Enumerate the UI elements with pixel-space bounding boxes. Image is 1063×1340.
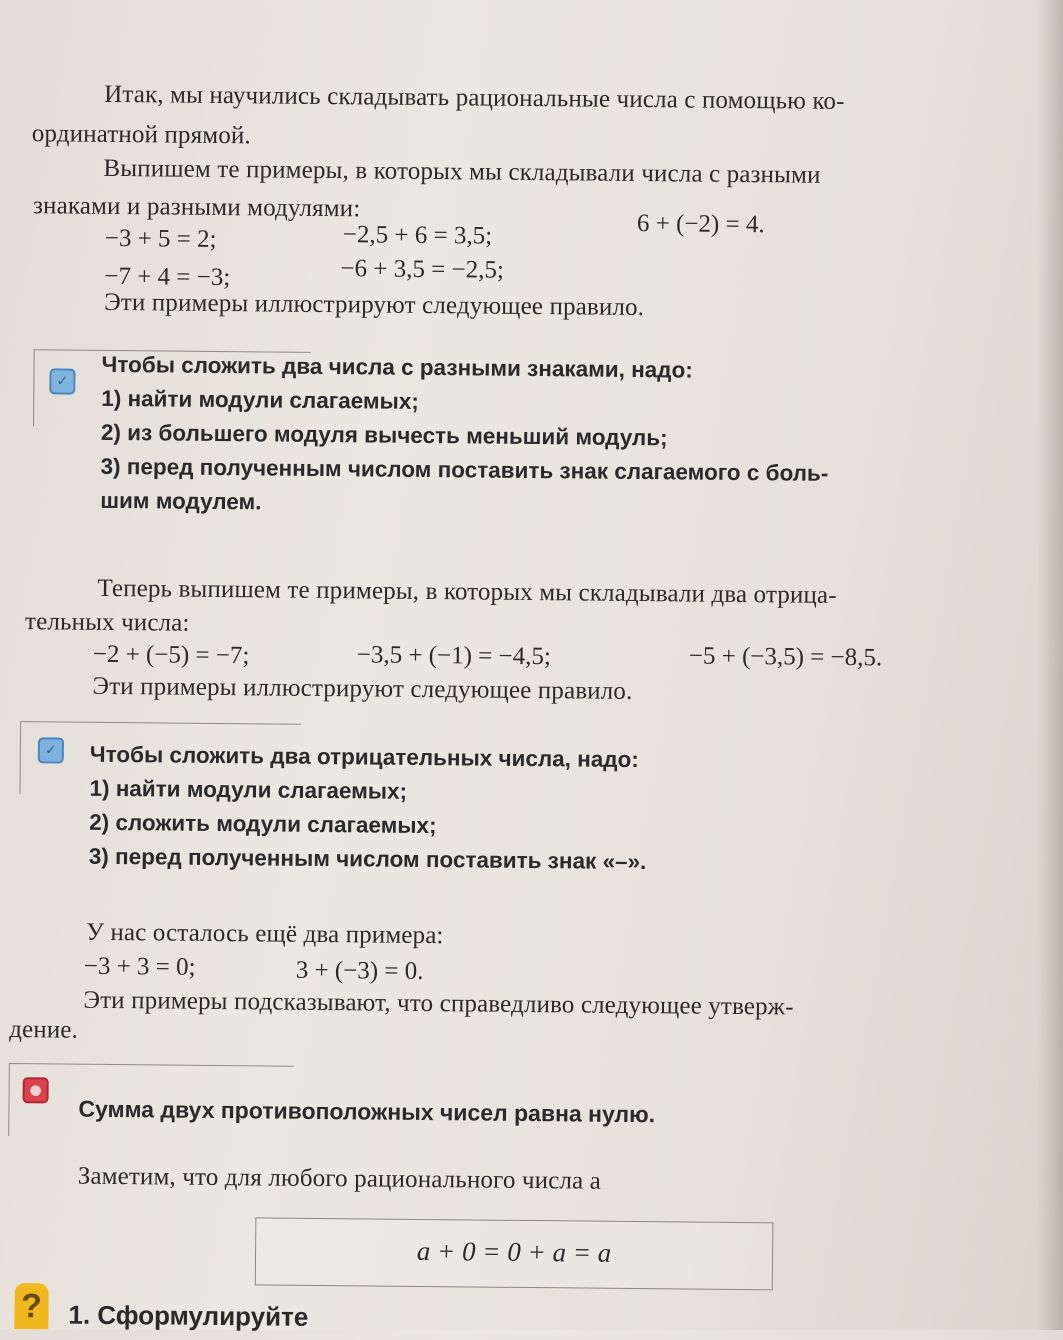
formula: a + 0 = 0 + a = a	[416, 1235, 612, 1268]
example-diff-5: −6 + 3,5 = −2,5;	[340, 255, 504, 284]
formula-box	[255, 1217, 774, 1290]
rule-1-step-3a: 3) перед полученным числом поставить знак слагаемого с боль-	[100, 453, 829, 486]
checkbox-icon: ✓	[49, 368, 75, 394]
key-icon: ●	[22, 1077, 48, 1103]
intro-line-2: ординатной прямой.	[31, 120, 251, 150]
question-1-text: 1. Сформулируйте	[68, 1299, 309, 1332]
rule-2-step-2: 2) сложить модули слагаемых;	[89, 809, 437, 839]
illustrate-text-1: Эти примеры иллюстрируют следующее правило.	[104, 288, 645, 322]
rule-2-block	[89, 738, 648, 879]
example-diff-1: −3 + 5 = 2;	[104, 224, 217, 253]
neg-line-1: Теперь выпишем те примеры, в которых мы складывали два отрица-	[97, 574, 837, 609]
illustrate-text-2: Эти примеры иллюстрируют следующее правило.	[92, 672, 633, 705]
remaining-line-2: Эти примеры подсказывают, что справедливо следующее утверж-	[83, 986, 794, 1021]
example-diff-2: −2,5 + 6 = 3,5;	[342, 221, 493, 250]
rule-2-title: Чтобы сложить два отрицательных числа, надо:	[89, 741, 639, 773]
rule-1-title: Чтобы сложить два числа с разными знаками, надо:	[101, 351, 693, 383]
rule-2-step-3: 3) перед полученным числом поставить знак «–».	[88, 843, 647, 875]
note-text: Заметим, что для любого рационального числа a	[77, 1162, 602, 1195]
example-neg-2: −3,5 + (−1) = −4,5;	[356, 641, 552, 671]
rule-1-step-3b: шим модулем.	[100, 487, 262, 515]
rule-3-text: Сумма двух противоположных чисел равна нулю.	[78, 1095, 656, 1128]
example-neg-1: −2 + (−5) = −7;	[92, 640, 250, 670]
example-opposite-2: 3 + (−3) = 0.	[295, 956, 424, 985]
rule-1-block	[100, 348, 829, 525]
example-diff-3: 6 + (−2) = 4.	[636, 209, 765, 239]
rule-1-step-1: 1) найти модули слагаемых;	[101, 385, 419, 414]
rule-1-step-2: 2) из большего модуля вычесть меньший модуль;	[100, 419, 668, 451]
rule-2-step-1: 1) найти модули слагаемых;	[89, 775, 408, 804]
intro-line-3: Выпишем те примеры, в которых мы складывали числа с разными	[103, 154, 821, 189]
intro-line-1: Итак, мы научились складывать рациональные числа с помощью ко-	[104, 80, 845, 115]
remaining-line-3: дение.	[9, 1016, 79, 1044]
checkbox-icon: ✓	[38, 737, 64, 763]
example-neg-3: −5 + (−3,5) = −8,5.	[688, 642, 883, 672]
remaining-line-1: У нас осталось ещё два примера:	[86, 918, 444, 950]
intro-line-4: знаками и разными модулями:	[32, 192, 361, 223]
question-icon: ?	[14, 1283, 48, 1329]
example-opposite-1: −3 + 3 = 0;	[83, 952, 196, 981]
neg-line-2: тельных числа:	[24, 608, 190, 637]
page-edge-shadow	[1037, 0, 1063, 1330]
example-diff-4: −7 + 4 = −3;	[104, 262, 231, 292]
